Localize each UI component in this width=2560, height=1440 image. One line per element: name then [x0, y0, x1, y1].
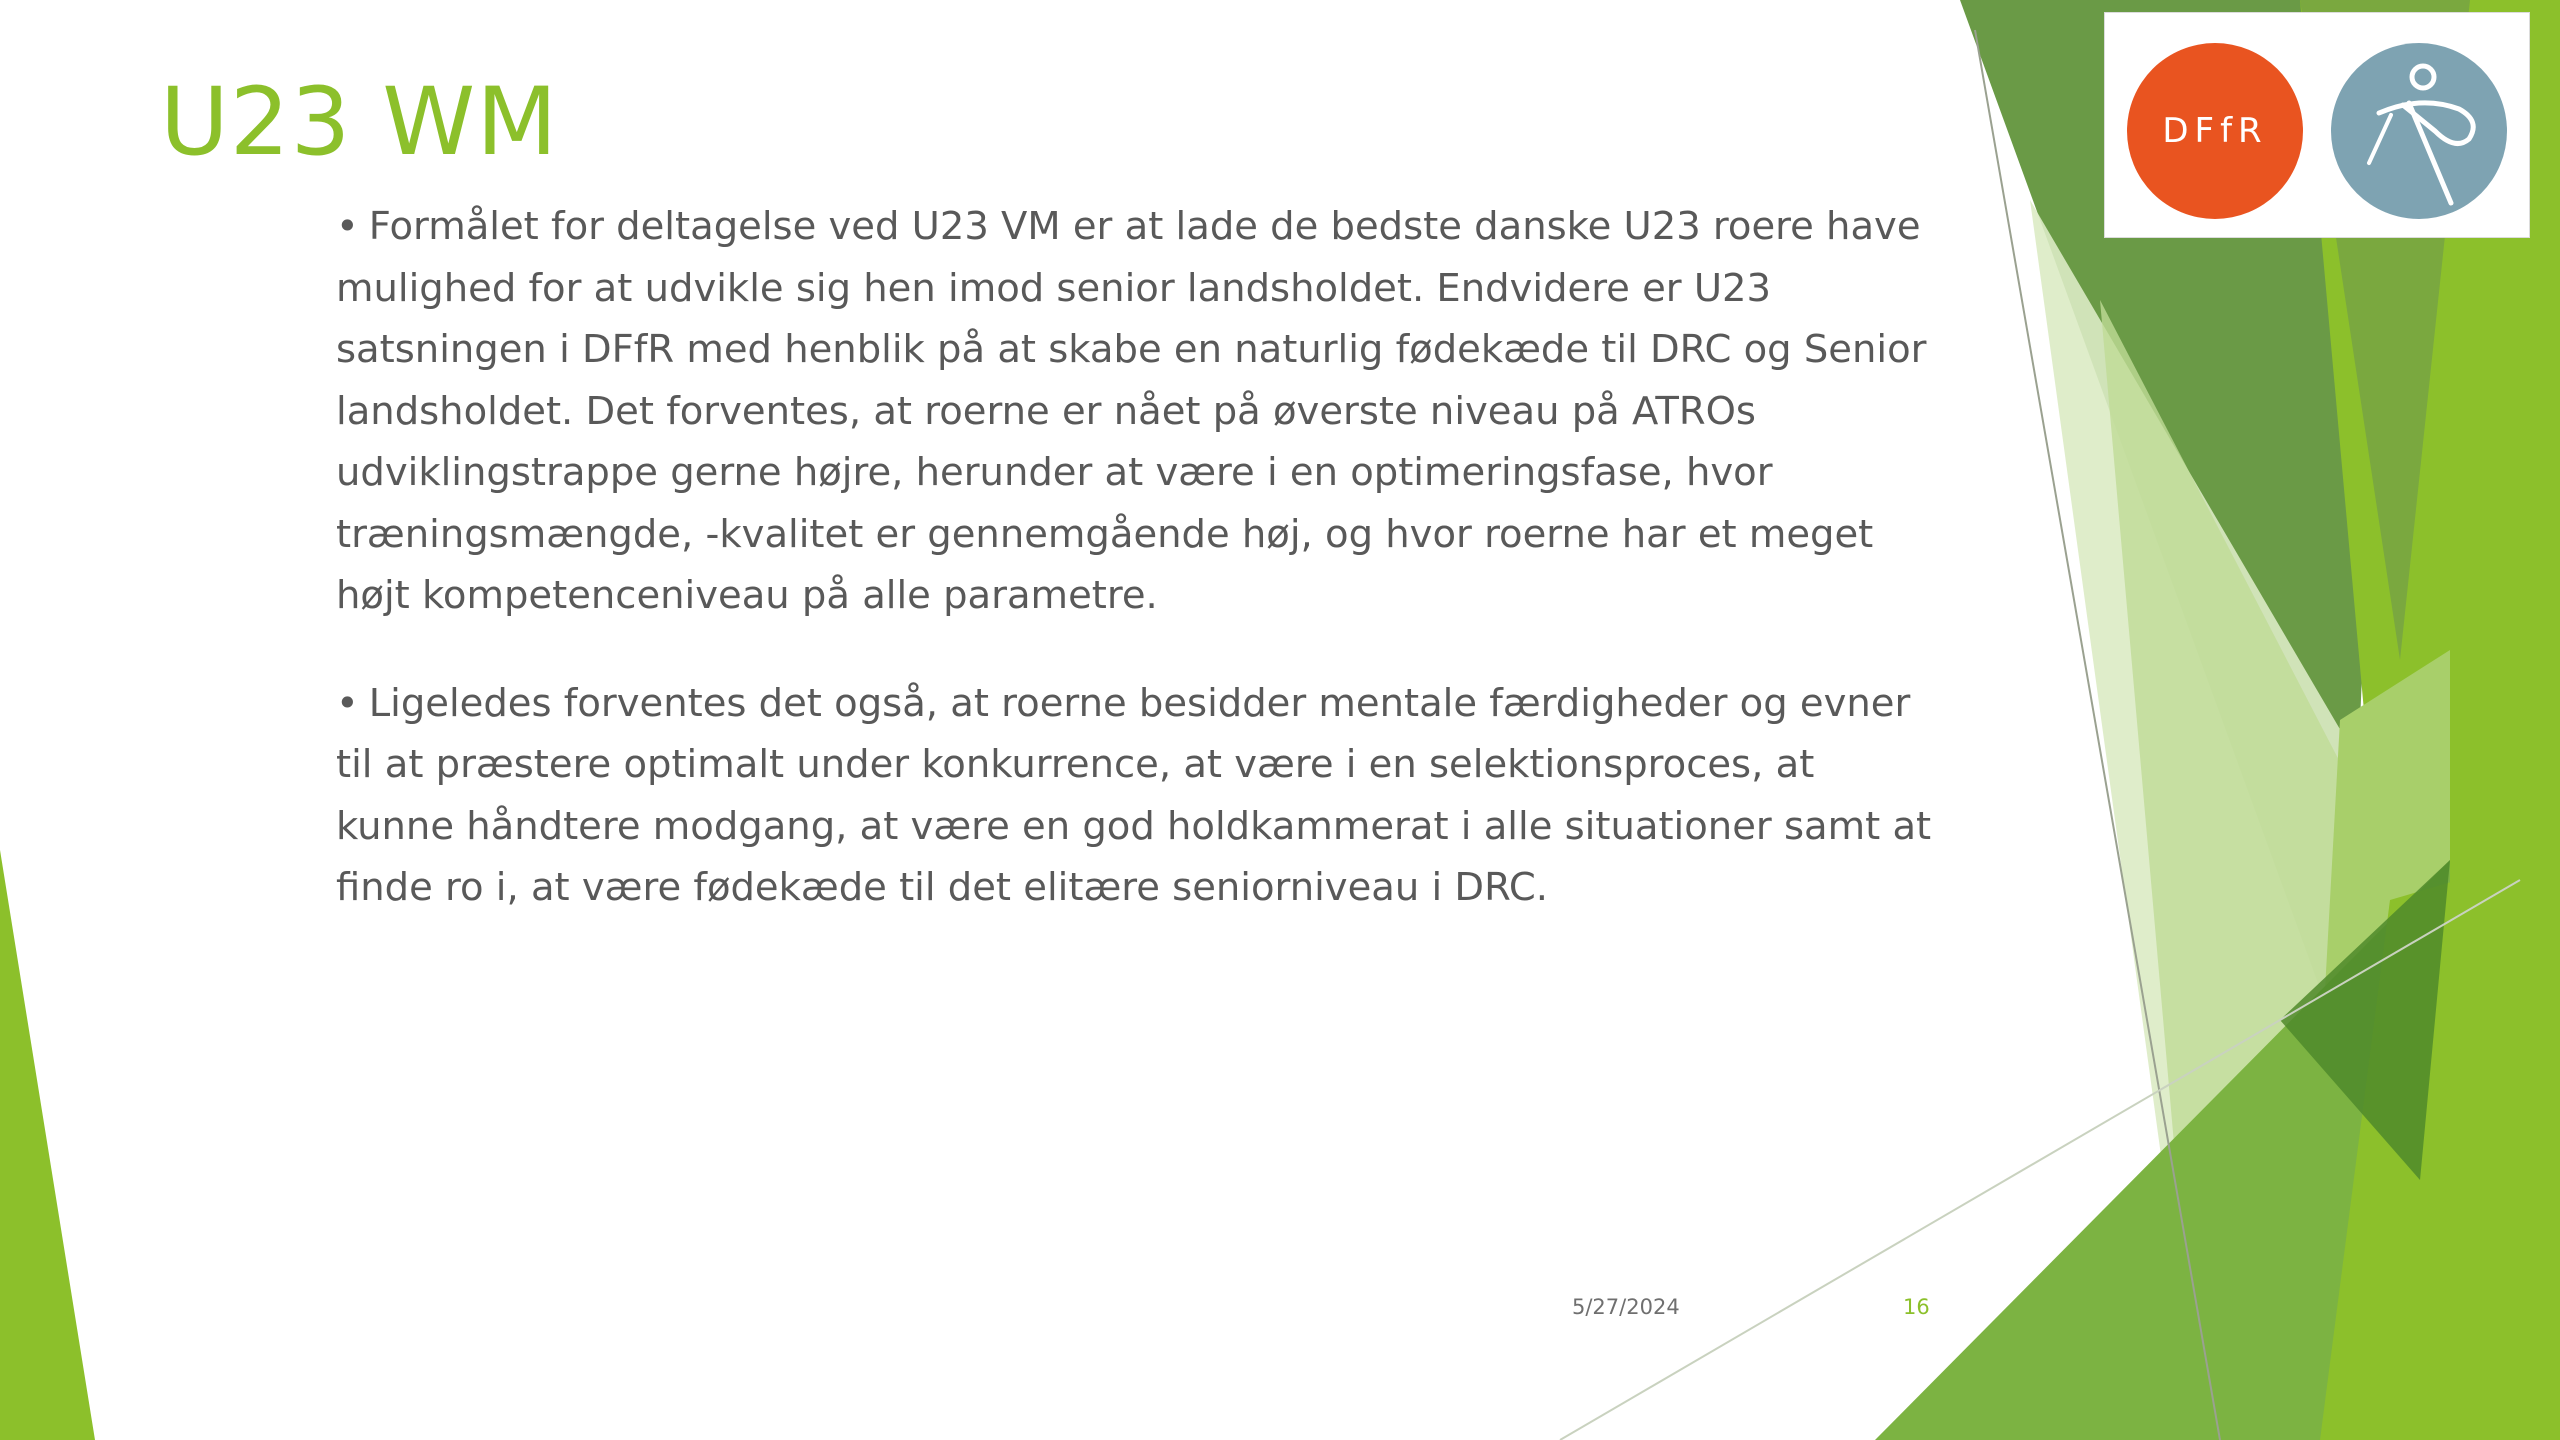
dffr-logo-text: DFfR: [2162, 111, 2268, 151]
slide-title: U23 WM: [160, 68, 559, 177]
bullet-item: [336, 196, 1936, 627]
bullet-mark: •: [336, 204, 359, 249]
bullet-text: Ligeledes forventes det også, at roerne besidder mentale færdigheder og evner til at præstere optimalt under konkurrence, at være i en selektionsproces, at kunne håndtere modgang, at være en god holdkammerat i alle situationer samt at finde ro i, at være fødekæde til det elitære seniorniveau i DRC.: [336, 680, 1932, 910]
rower-logo: [2331, 43, 2507, 219]
slide-date: 5/27/2024: [1572, 1295, 1680, 1319]
bullet-mark: •: [336, 680, 359, 726]
bullet-item: [336, 673, 1936, 919]
slide-page-number: 16: [1903, 1295, 1930, 1319]
slide-body: [336, 196, 1936, 965]
rower-figure-icon: [2331, 43, 2507, 219]
dffr-logo: [2127, 43, 2303, 219]
logo-panel: [2104, 12, 2530, 238]
bullet-text: Formålet for deltagelse ved U23 VM er at lade de bedste danske U23 roere have mulighed for at udvikle sig hen imod senior landsholdet. Endvidere er U23 satsningen i DFfR med henblik på at skabe en naturlig fødekæde til DRC og Senior landsholdet. Det forventes, at roerne er nået på øverste niveau på ATROs udviklingstrappe gerne højre, herunder at være i en optimeringsfase, hvor træningsmængde, -kvalitet er gennemgående høj, og hvor roerne har et meget højt kompetenceniveau på alle parametre.: [336, 204, 1927, 618]
